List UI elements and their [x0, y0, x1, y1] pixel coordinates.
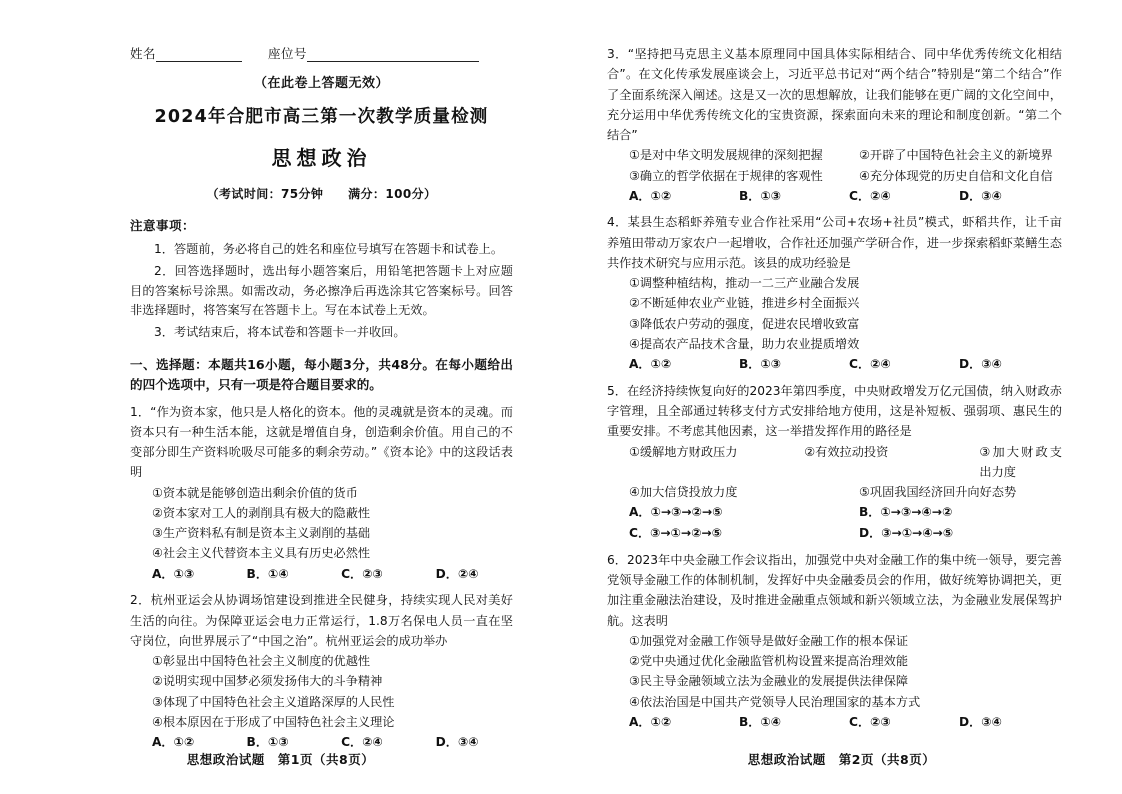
answer-choice-b[interactable]: B．①③ [246, 735, 289, 750]
answer-choice-b[interactable]: B．①③ [739, 357, 782, 372]
question-number: 3． [607, 47, 628, 61]
answer-choice-a[interactable]: A．①② [629, 714, 672, 729]
answer-choice-b[interactable]: B．①③ [739, 188, 782, 203]
question-option[interactable]: ①缓解地方财政压力 [629, 444, 738, 459]
question-text: 某县生态稻虾养殖专业合作社采用“公司+农场+社员”模式，虾稻共作，让千亩养殖田带动万家农户一起增收，合作社还加强产学研合作，进一步探索稻虾菜鳝生态共作技术研究与应用示范。该县的成功经验是 [607, 215, 1062, 270]
question-option[interactable]: ③体现了中国特色社会主义道路深厚的人民性 [152, 694, 395, 709]
question-option[interactable]: ④社会主义代替资本主义具有历史必然性 [152, 546, 371, 561]
name-blank-line[interactable] [156, 49, 242, 62]
answer-choice-a[interactable]: A．①② [629, 357, 672, 372]
answer-choice-d[interactable]: D．③→①→④→⑤ [859, 526, 954, 541]
answer-choice-d[interactable]: D．③④ [435, 735, 479, 750]
question-number: 4． [607, 215, 628, 230]
question-text: 杭州亚运会从协调场馆建设到推进全民健身，持续实现人民对美好生活的向往。为保障亚运会电力正常运行，1.8万名保电人员一直在坚守岗位，向世界展示了“中国之治”。杭州亚运会的成功举办 [130, 593, 513, 648]
question-stem [607, 212, 1062, 273]
answer-choice-b[interactable]: B．①→③→④→② [859, 505, 953, 520]
question-option[interactable]: ③加大财政支出力度 [979, 444, 1062, 479]
question-option[interactable]: ③确立的哲学依据在于规律的客观性 [629, 168, 823, 183]
question-option[interactable]: ②党中央通过优化金融监管机构设置来提高治理效能 [629, 654, 909, 669]
answer-choice-d[interactable]: D．③④ [959, 714, 1002, 729]
question-option[interactable]: ④加大信贷投放力度 [629, 485, 738, 500]
question-number: 1． [130, 404, 151, 419]
question-option[interactable]: ②不断延伸农业产业链，推进乡村全面振兴 [629, 296, 860, 311]
page-title: 2024年合肥市高三第一次教学质量检测 [154, 107, 489, 127]
answer-choice-c[interactable]: C．②④ [849, 188, 891, 203]
question-option[interactable]: ②开辟了中国特色社会主义的新境界 [859, 148, 1053, 163]
question-option[interactable]: ⑤巩固我国经济回升向好态势 [859, 485, 1017, 500]
answer-choice-b[interactable]: B．①④ [246, 566, 289, 581]
question-item [607, 550, 1062, 733]
answer-choice-d[interactable]: D．③④ [959, 188, 1002, 203]
answer-choices-row [607, 186, 1062, 207]
notice-item: 3．考试结束后，将本试卷和答题卡一并收回。 [154, 325, 406, 340]
question-item [607, 381, 1062, 544]
question-stem [607, 381, 1062, 442]
question-text: 在经济持续恢复向好的2023年第四季度，中央财政增发万亿元国债，纳入财政赤字管理，且全部通过转移支付方式安排给地方使用，这是补短板、强弱项、惠民生的重要安排。不考虑其他因素，这一举措发挥作用的路径是 [607, 383, 1062, 439]
name-label: 姓名 [130, 46, 157, 61]
exam-info: （考试时间：75分钟 满分：100分） [206, 187, 437, 201]
answer-choice-b[interactable]: B．①④ [739, 714, 782, 729]
answer-choice-a[interactable]: A．①② [629, 188, 672, 203]
question-option[interactable]: ①调整种植结构，推动一二三产业融合发展 [629, 276, 860, 291]
question-text: “坚持把马克思主义基本原理同中国具体实际相结合、同中华优秀传统文化相结合”。在文化传承发展座谈会上，习近平总书记对“两个结合”特别是“第二个结合”作了全面系统深入阐述。这是又一次的思想解放，让我们能够在更广阔的文化空间中，充分运用中华优秀传统文化的宝贵资源，探索面向未来的理论和制度创新。“第二个结合” [607, 47, 1062, 142]
seat-blank-line[interactable] [307, 49, 479, 62]
question-option-row [607, 482, 1062, 502]
question-option[interactable]: ④充分体现党的历史自信和文化自信 [859, 168, 1053, 183]
answer-choices-row [607, 712, 1062, 733]
question-option[interactable]: ③生产资料私有制是资本主义剥削的基础 [152, 526, 371, 541]
question-text: “作为资本家，他只是人格化的资本。他的灵魂就是资本的灵魂。而资本只有一种生活本能，这就是增值自身，创造剩余价值。用自己的不变部分即生产资料吮吸尽可能多的剩余劳动。”《资本论》中的这段话表明 [130, 404, 513, 480]
question-item [607, 212, 1062, 374]
section-one-heading: 一、选择题：本题共16小题，每小题3分，共48分。在每小题给出的四个选项中，只有一项是符合题目要求的。 [130, 356, 513, 393]
answer-sheet-note: （在此卷上答题无效） [253, 76, 389, 91]
answer-choice-d[interactable]: D．③④ [959, 357, 1002, 372]
question-option-row [607, 166, 1062, 186]
answer-choices-row [607, 354, 1062, 375]
question-option[interactable]: ①是对中华文明发展规律的深刻把握 [629, 148, 823, 163]
question-stem [607, 44, 1062, 145]
question-option[interactable]: ②资本家对工人的剥削具有极大的隐蔽性 [152, 505, 371, 520]
question-option-row [607, 442, 1062, 483]
notice-item: 1．答题前，务必将自己的姓名和座位号填写在答题卡和试卷上。 [154, 242, 504, 256]
question-option[interactable]: ④根本原因在于形成了中国特色社会主义理论 [152, 714, 395, 729]
answer-choices-row [607, 523, 1062, 544]
question-number: 2． [130, 593, 151, 608]
subject-title: 思想政治 [271, 146, 372, 170]
answer-choices-row [130, 564, 513, 585]
question-option[interactable]: ③民主导金融领域立法为金融业的发展提供法律保障 [629, 674, 909, 689]
question-stem [130, 590, 513, 651]
answer-choice-c[interactable]: C．③→①→②→⑤ [629, 526, 723, 541]
question-option[interactable]: ③降低农户劳动的强度，促进农民增收致富 [629, 316, 860, 331]
question-number: 5． [607, 383, 628, 398]
answer-choice-c[interactable]: C．②④ [849, 357, 891, 372]
notice-item: 2．回答选择题时，选出每小题答案后，用铅笔把答题卡上对应题目的答案标号涂黑。如需改动，务必擦净后再选涂其它答案标号。回答非选择题时，将答案写在答题卡上。写在本试卷上无效。 [130, 263, 513, 318]
answer-choice-a[interactable]: A．①③ [152, 566, 195, 581]
answer-choice-c[interactable]: C．②③ [341, 566, 383, 581]
answer-choice-a[interactable]: A．①→③→②→⑤ [629, 505, 723, 520]
question-option[interactable]: ①资本就是能够创造出剩余价值的货币 [152, 485, 358, 500]
question-item [130, 590, 513, 752]
answer-choice-c[interactable]: C．②④ [341, 735, 383, 750]
question-option[interactable]: ④依法治国是中国共产党领导人民治理国家的基本方式 [629, 694, 921, 709]
question-option[interactable]: ②说明实现中国梦必须发扬伟大的斗争精神 [152, 674, 383, 689]
notice-title: 注意事项： [130, 218, 196, 233]
question-option[interactable]: ①彰显出中国特色社会主义制度的优越性 [152, 654, 371, 669]
right-page-column [561, 0, 1122, 794]
question-item [130, 402, 513, 585]
answer-choice-a[interactable]: A．①② [152, 735, 195, 750]
page-footer-left: 思想政治试题 第1页（共8页） [186, 752, 375, 767]
question-option[interactable]: ②有效拉动投资 [804, 444, 889, 459]
answer-choices-row [607, 502, 1062, 523]
question-stem [607, 550, 1062, 631]
question-text: 2023年中央金融工作会议指出，加强党中央对金融工作的集中统一领导，要完善党领导金融工作的体制机制，发挥好中央金融委员会的作用，做好统筹协调把关，更加注重金融法治建设，及时推进金融重点领域和新兴领域立法，为金融业发展保驾护航。这表明 [607, 552, 1062, 628]
page-footer-right: 思想政治试题 第2页（共8页） [747, 752, 936, 767]
question-item [607, 44, 1062, 206]
answer-choice-c[interactable]: C．②③ [849, 714, 891, 729]
question-option[interactable]: ④提高农产品技术含量，助力农业提质增效 [629, 336, 860, 351]
seat-label: 座位号 [268, 46, 308, 61]
question-option[interactable]: ①加强党对金融工作领导是做好金融工作的根本保证 [629, 633, 909, 648]
student-info-row [130, 44, 513, 62]
question-stem [130, 402, 513, 483]
question-option-row [607, 145, 1062, 165]
answer-choice-d[interactable]: D．②④ [435, 566, 479, 581]
question-number: 6． [607, 552, 628, 567]
